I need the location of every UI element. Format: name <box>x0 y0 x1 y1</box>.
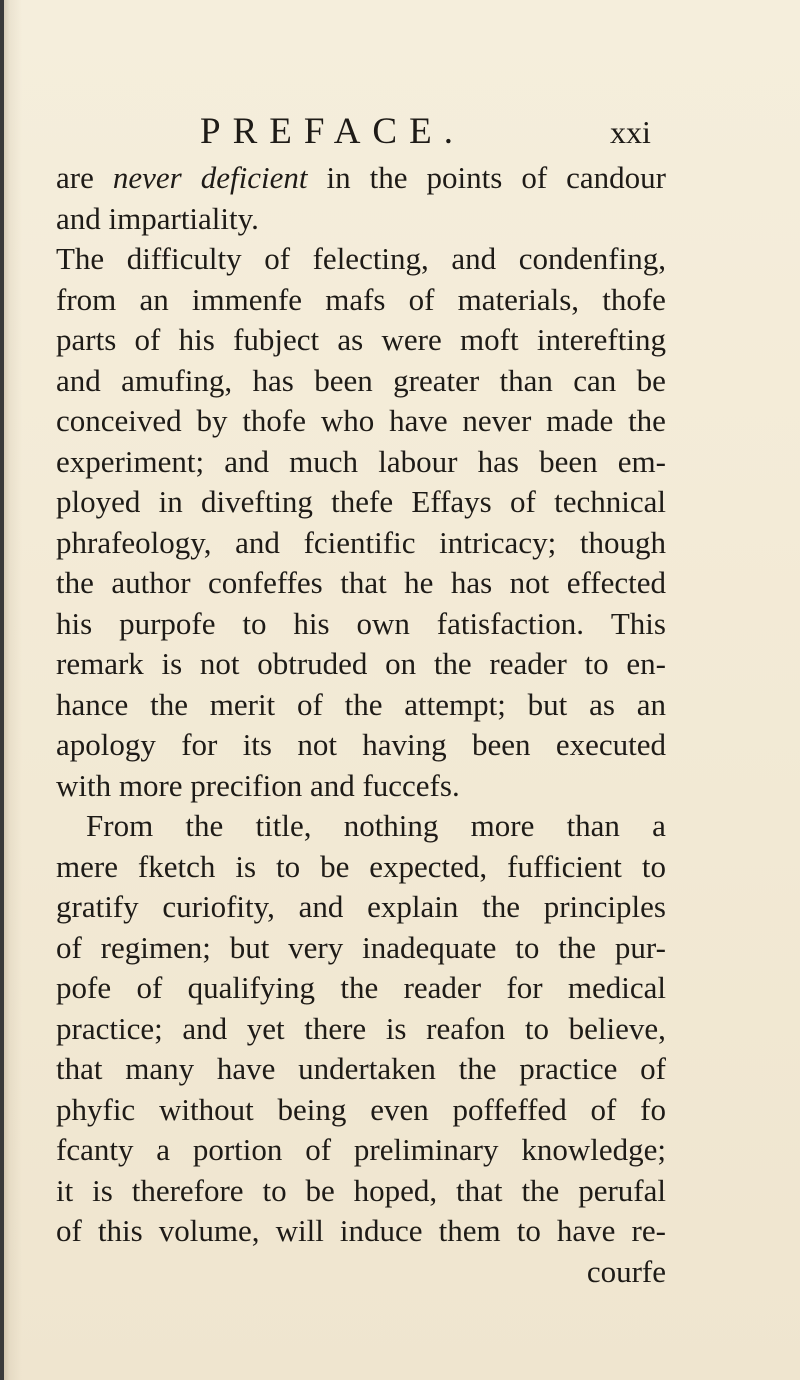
word: remark <box>56 646 144 681</box>
text-line <box>56 482 666 523</box>
text-line <box>56 199 666 240</box>
word: phrafeology, <box>56 524 212 560</box>
word: mere <box>56 848 118 884</box>
word: never <box>462 403 532 438</box>
word: not <box>509 565 550 600</box>
word: effected <box>566 565 666 600</box>
word: fcanty <box>56 1132 134 1167</box>
page-number: xxi <box>610 114 651 150</box>
word: that <box>340 565 387 600</box>
word: the <box>521 1172 560 1208</box>
word: as <box>589 686 615 722</box>
word: for <box>181 727 218 762</box>
text-line <box>56 442 666 483</box>
word: of <box>510 484 536 519</box>
line-text: courfe <box>586 1253 666 1289</box>
text-line <box>56 523 666 564</box>
word: expected, <box>369 848 488 884</box>
text-line <box>56 806 666 847</box>
word: inadequate <box>362 929 497 965</box>
word: difficulty <box>126 241 242 276</box>
word: can <box>573 362 617 398</box>
word: interefting <box>536 322 666 357</box>
word: that <box>56 1051 103 1086</box>
word: has <box>450 565 493 600</box>
word: pofe <box>56 970 112 1005</box>
word: conceived <box>56 403 182 438</box>
word: is <box>161 646 183 681</box>
word: not <box>199 646 240 681</box>
word: a <box>652 808 666 843</box>
word: much <box>289 443 359 479</box>
word: its <box>242 727 272 762</box>
word: confeffes <box>207 565 323 600</box>
word: has <box>252 362 294 398</box>
word: apology <box>56 727 156 762</box>
word: of <box>305 1132 332 1167</box>
word: intricacy; <box>439 524 557 560</box>
word: than <box>566 808 620 843</box>
word: From <box>86 808 154 843</box>
text-line <box>56 928 666 969</box>
word: of <box>134 322 161 357</box>
word: the <box>628 403 666 438</box>
word: in <box>326 160 351 195</box>
word: to <box>524 1010 550 1046</box>
word: very <box>288 929 344 965</box>
word: fcientific <box>303 524 416 560</box>
word: to <box>584 646 609 681</box>
word: there <box>304 1010 367 1046</box>
word: even <box>370 1091 429 1127</box>
word: never <box>112 160 182 195</box>
word: of <box>136 970 163 1005</box>
text-line <box>56 1090 666 1131</box>
word: fketch <box>137 848 216 884</box>
word: The <box>56 241 105 276</box>
word: and <box>224 443 269 479</box>
word: greater <box>393 362 480 398</box>
word: induce <box>339 1213 423 1248</box>
word: and <box>235 524 280 560</box>
word: than <box>499 362 553 398</box>
word: of <box>590 1091 617 1127</box>
word: but <box>527 686 568 722</box>
word: reafon <box>426 1010 506 1046</box>
word: thofe <box>242 403 307 438</box>
word: obtruded <box>257 646 368 681</box>
word: experiment; <box>56 443 205 479</box>
word: perufal <box>578 1172 666 1208</box>
word: em- <box>617 443 666 479</box>
text-line <box>56 401 666 442</box>
word: nothing <box>343 808 439 843</box>
word: and <box>298 889 344 924</box>
word: been <box>539 443 598 479</box>
word: This <box>610 605 666 641</box>
word: is <box>385 1010 407 1046</box>
word: on <box>385 646 417 681</box>
word: condenfing, <box>518 241 666 276</box>
word: practice; <box>56 1010 163 1046</box>
word: regimen; <box>100 929 211 965</box>
word: be <box>636 362 666 398</box>
word: divefting <box>201 484 313 519</box>
body-text <box>56 158 666 1292</box>
word: points <box>426 160 503 195</box>
word: and <box>451 241 497 276</box>
text-line <box>56 280 666 321</box>
word: own <box>356 605 410 641</box>
word: of <box>521 160 548 195</box>
word: mafs <box>325 281 386 317</box>
word: he <box>404 565 434 600</box>
word: have <box>389 403 448 438</box>
word: qualifying <box>187 970 316 1005</box>
word: deficient <box>200 160 308 195</box>
catchword <box>56 1252 666 1293</box>
word: to <box>515 929 540 965</box>
text-line <box>56 320 666 361</box>
text-line <box>56 1009 666 1050</box>
word: yet <box>246 1010 285 1046</box>
word: pur- <box>614 929 666 965</box>
word: of <box>408 281 435 317</box>
word: re- <box>631 1213 666 1248</box>
word: the <box>369 160 408 195</box>
word: are <box>56 160 94 195</box>
word: for <box>506 970 543 1005</box>
binding-edge <box>0 0 4 1380</box>
word: en- <box>626 646 666 681</box>
word: the <box>458 1051 497 1086</box>
text-line <box>56 887 666 928</box>
word: portion <box>192 1132 283 1167</box>
word: labour <box>378 443 458 479</box>
word: from <box>56 281 117 317</box>
text-line <box>56 1049 666 1090</box>
text-line <box>56 968 666 1009</box>
text-line <box>56 847 666 888</box>
text-line <box>56 158 666 199</box>
word: been <box>314 362 373 398</box>
word: the <box>56 565 94 600</box>
word: is <box>92 1172 113 1208</box>
word: principles <box>543 889 666 924</box>
word: this <box>97 1213 143 1248</box>
word: his <box>178 322 215 357</box>
word: of <box>264 241 291 276</box>
word: the <box>150 686 188 722</box>
word: being <box>277 1091 347 1127</box>
text-line <box>56 766 666 807</box>
word: to <box>275 848 301 884</box>
word: it <box>56 1172 74 1208</box>
word: technical <box>554 484 666 519</box>
word: moft <box>460 322 519 357</box>
word: poffeffed <box>452 1091 567 1127</box>
word: the <box>482 889 520 924</box>
word: amufing, <box>121 362 233 398</box>
text-line <box>56 1211 666 1252</box>
word: materials, <box>457 281 580 317</box>
word: merit <box>209 686 276 722</box>
word: has <box>477 443 519 479</box>
word: many <box>125 1051 195 1086</box>
word: will <box>275 1213 324 1248</box>
word: without <box>159 1091 254 1127</box>
word: having <box>362 727 447 762</box>
word: not <box>297 727 337 762</box>
text-line <box>56 1130 666 1171</box>
word: felecting, <box>312 241 429 276</box>
word: of <box>640 1051 666 1086</box>
word: an <box>139 281 169 317</box>
word: undertaken <box>298 1051 436 1086</box>
word: parts <box>56 322 117 357</box>
word: the <box>558 929 597 965</box>
word: thofe <box>602 281 666 317</box>
word: in <box>158 484 183 519</box>
word: and <box>182 1010 228 1046</box>
text-line <box>56 725 666 766</box>
word: believe, <box>568 1010 666 1046</box>
word: have <box>216 1051 276 1086</box>
word: is <box>235 848 257 884</box>
word: of <box>56 929 82 965</box>
text-line <box>56 604 666 645</box>
word: attempt; <box>404 686 506 722</box>
word: of <box>296 686 323 722</box>
word: be <box>305 1172 335 1208</box>
word: have <box>556 1213 616 1248</box>
word: fubject <box>233 322 320 357</box>
word: to <box>242 605 267 641</box>
line-text: and impartiality. <box>56 200 259 236</box>
text-line <box>56 361 666 402</box>
word: who <box>320 403 375 438</box>
word: that <box>456 1172 503 1208</box>
word: title, <box>255 808 312 843</box>
word: the <box>185 808 224 843</box>
word: curiofity, <box>162 889 275 924</box>
text-line <box>56 644 666 685</box>
word: and <box>56 362 101 398</box>
word: the <box>433 646 472 681</box>
text-line <box>56 1171 666 1212</box>
word: by <box>196 403 228 438</box>
word: reader <box>489 646 567 681</box>
word: therefore <box>131 1172 244 1208</box>
word: gratify <box>56 889 139 924</box>
word: made <box>546 403 614 438</box>
word: reader <box>403 970 482 1005</box>
word: of <box>56 1213 82 1248</box>
word: immenfe <box>191 281 303 317</box>
word: were <box>381 322 442 357</box>
running-title: PREFACE. <box>200 111 465 152</box>
word: fo <box>640 1091 666 1127</box>
word: executed <box>555 727 666 762</box>
line-text: with more precifion and fuccefs. <box>56 767 460 803</box>
word: been <box>471 727 531 762</box>
word: an <box>636 686 666 722</box>
word: though <box>579 524 666 560</box>
word: his <box>56 605 93 641</box>
word: the <box>340 970 379 1005</box>
text-line <box>56 563 666 604</box>
text-line <box>56 239 666 280</box>
word: hoped, <box>353 1172 438 1208</box>
word: knowledge; <box>521 1132 666 1167</box>
word: thefe <box>331 484 394 519</box>
word: more <box>470 808 535 843</box>
word: phyfic <box>56 1091 136 1127</box>
word: explain <box>367 889 459 924</box>
word: as <box>337 322 364 357</box>
word: Effays <box>411 484 492 519</box>
word: purpofe <box>119 605 216 641</box>
word: them <box>438 1213 501 1248</box>
word: a <box>156 1132 171 1167</box>
word: to <box>262 1172 287 1208</box>
word: the <box>344 686 383 722</box>
word: but <box>229 929 270 965</box>
word: candour <box>566 160 666 195</box>
text-line <box>56 685 666 726</box>
page-header <box>0 112 800 152</box>
word: be <box>320 848 350 884</box>
word: practice <box>519 1051 618 1086</box>
word: fatisfaction. <box>436 605 584 641</box>
word: fufficient <box>507 848 622 884</box>
word: to <box>641 848 666 884</box>
word: medical <box>567 970 666 1005</box>
word: his <box>293 605 330 641</box>
word: preliminary <box>353 1132 499 1167</box>
word: author <box>111 565 191 600</box>
word: volume, <box>158 1213 260 1248</box>
word: ployed <box>56 484 141 519</box>
word: hance <box>56 686 129 722</box>
word: to <box>516 1213 541 1248</box>
